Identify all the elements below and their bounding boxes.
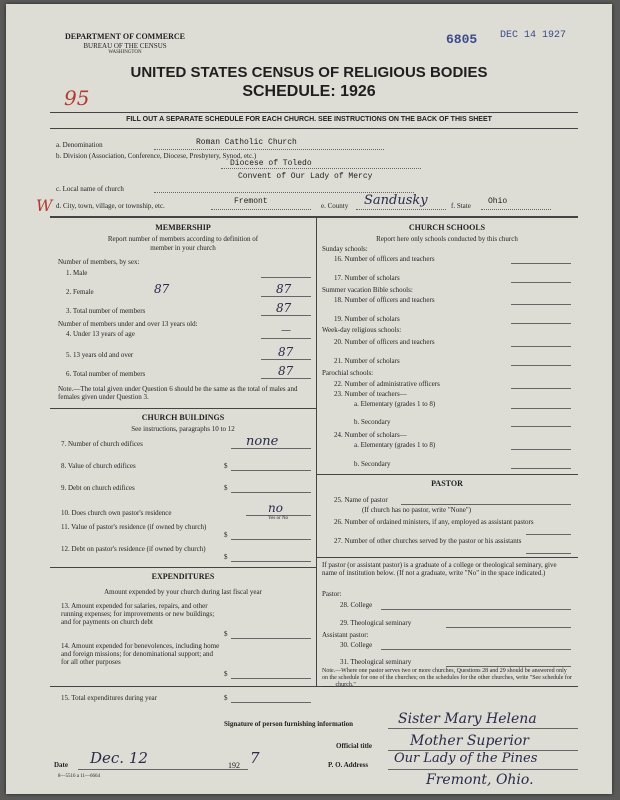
answer-blank: [261, 315, 311, 316]
q8-label: 8. Value of church edifices: [61, 462, 136, 470]
label-state: f. State: [451, 202, 471, 210]
dollar-sign: $: [224, 484, 228, 492]
q7-label: 7. Number of church edifices: [61, 440, 143, 448]
q5-label: 5. 13 years old and over: [66, 351, 134, 359]
q9-label: 9. Debt on church edifices: [61, 484, 135, 492]
answer-blank: [231, 539, 311, 540]
q24a-label: a. Elementary (grades 1 to 8): [354, 441, 436, 449]
label-city: d. City, town, village, or township, etc.: [56, 202, 165, 210]
answer-blank: [231, 470, 311, 471]
po-address-label: P. O. Address: [328, 761, 369, 769]
divider: [50, 216, 578, 218]
official-title-value: Mother Superior: [410, 733, 529, 749]
divider: [50, 112, 578, 113]
divider: [316, 557, 578, 558]
q27-label: 27. Number of other churches served by the pastor or his assistants: [334, 537, 522, 545]
answer-blank: [401, 504, 571, 505]
answer-blank: [446, 627, 571, 628]
pastor-footnote: Note.—Where one pastor serves two or more churches, Questions 28 and 29 should be answered only on the schedule for one of the churches; on the schedules for the other churches, write "See schedule for ____ church.": [322, 668, 572, 688]
q29-label: 29. Theological seminary: [340, 619, 412, 627]
answer-blank: [231, 561, 311, 562]
date-label: Date: [54, 761, 68, 769]
value-division: Diocese of Toledo: [230, 159, 312, 168]
q26-label: 26. Number of ordained ministers, if any, employed as assistant pastors: [334, 518, 534, 526]
q23-label: 23. Number of teachers—: [334, 390, 407, 398]
answer-blank: [381, 609, 571, 610]
answer-blank: [511, 304, 571, 305]
q4-label: 4. Under 13 years of age: [66, 330, 135, 338]
dollar-sign: $: [224, 630, 228, 638]
membership-by-age: Number of members under and over 13 years old:: [58, 320, 198, 328]
year-prefix: 192: [228, 761, 240, 770]
form-number: 8—5516 a 11—6664: [58, 774, 101, 779]
label-county: e. County: [321, 202, 349, 210]
q4-value: —: [281, 325, 291, 336]
answer-blank: [511, 426, 571, 427]
po-address-line-1: Our Lady of the Pines: [394, 751, 538, 766]
value-city: Fremont: [234, 197, 268, 206]
answer-blank: [511, 365, 571, 366]
q11-label: 11. Value of pastor's residence (if owned by church): [61, 523, 207, 531]
schools-heading: CHURCH SCHOOLS: [408, 223, 486, 232]
dotted-blank: [356, 209, 446, 210]
membership-note: Note.—The total given under Question 6 should be the same as the total of males and females given under Question 3.: [58, 385, 298, 401]
answer-blank: [231, 702, 311, 703]
q25-label: 25. Name of pastor: [334, 496, 388, 504]
form-title: UNITED STATES CENSUS OF RELIGIOUS BODIES: [130, 64, 488, 81]
answer-blank: [261, 277, 311, 278]
buildings-instructions: See instructions, paragraphs 10 to 12: [131, 425, 235, 433]
q18-label: 18. Number of officers and teachers: [334, 296, 435, 304]
official-title-label: Official title: [336, 742, 372, 750]
membership-intro-2: member in your church: [150, 244, 216, 252]
answer-blank: [511, 449, 571, 450]
q2-margin-value: 87: [154, 282, 170, 296]
q7-value: none: [246, 434, 279, 449]
q10-value: no: [268, 501, 283, 515]
expenditures-heading: EXPENDITURES: [151, 572, 215, 581]
divider: [50, 408, 316, 409]
q20-label: 20. Number of officers and teachers: [334, 338, 435, 346]
answer-blank: [511, 388, 571, 389]
q2-label: 2. Female: [66, 288, 94, 296]
red-annotation-w: W: [36, 196, 53, 215]
value-denomination: Roman Catholic Church: [196, 138, 297, 147]
q6-label: 6. Total number of members: [66, 370, 146, 378]
dotted-blank: [221, 168, 421, 169]
q23b-label: b. Secondary: [354, 418, 391, 426]
q17-label: 17. Number of scholars: [334, 274, 400, 282]
pastor-graduate-note: If pastor (or assistant pastor) is a graduate of a college or theological seminary, give name of institution below. (If not a graduate, write "No" in the space indicated.): [322, 561, 557, 577]
q23a-label: a. Elementary (grades 1 to 8): [354, 400, 436, 408]
year-suffix: 7: [250, 749, 260, 767]
label-local-name: c. Local name of church: [56, 185, 124, 193]
po-address-line-2: Fremont, Ohio.: [426, 772, 534, 788]
instructions-line: FILL OUT A SEPARATE SCHEDULE FOR EACH CHURCH. SEE INSTRUCTIONS ON THE BACK OF THIS SHEET: [126, 116, 492, 123]
answer-blank: [511, 346, 571, 347]
q5-value: 87: [278, 345, 294, 359]
answer-blank: [388, 769, 578, 770]
answer-blank: [526, 553, 571, 554]
q12-label: 12. Debt on pastor's residence (if owned by church): [61, 545, 206, 553]
dotted-blank: [211, 209, 311, 210]
value-state: Ohio: [488, 197, 508, 206]
answer-blank: [511, 468, 571, 469]
q16-label: 16. Number of officers and teachers: [334, 255, 435, 263]
column-divider: [316, 216, 317, 686]
expenditures-intro: Amount expended by your church during last fiscal year: [104, 588, 262, 596]
dollar-sign: $: [224, 694, 228, 702]
q22-label: 22. Number of administrative officers: [334, 380, 440, 388]
q24b-label: b. Secondary: [354, 460, 391, 468]
membership-heading: MEMBERSHIP: [155, 223, 211, 232]
parochial-schools-label: Parochial schools:: [322, 369, 374, 377]
date-stamp: DEC 14 1927: [500, 30, 567, 41]
bureau-location: WASHINGTON: [108, 50, 142, 55]
answer-blank: [231, 638, 311, 639]
answer-blank: [446, 666, 571, 667]
pastor-label: Pastor:: [322, 590, 342, 598]
q3-value: 87: [276, 301, 292, 315]
answer-blank: [511, 282, 571, 283]
q21-label: 21. Number of scholars: [334, 357, 400, 365]
signature-label: Signature of person furnishing information: [224, 720, 353, 728]
schools-intro: Report here only schools conducted by this church: [376, 235, 518, 243]
q31-label: 31. Theological seminary: [340, 658, 412, 666]
assistant-pastor-label: Assistant pastor:: [322, 631, 369, 639]
signature-value: Sister Mary Helena: [398, 711, 537, 727]
dotted-blank: [481, 209, 551, 210]
answer-blank: [511, 263, 571, 264]
answer-blank: [381, 649, 571, 650]
pastor-heading: PASTOR: [431, 479, 463, 488]
q14-label: 14. Amount expended for benevolences, including home and foreign missions; for denominational support; and for all other purposes: [61, 642, 220, 666]
q1-label: 1. Male: [66, 269, 88, 277]
answer-blank: [78, 769, 248, 770]
q19-label: 19. Number of scholars: [334, 315, 400, 323]
yes-or-no-hint: Yes or No: [268, 516, 289, 521]
label-division: b. Division (Association, Conference, Diocese, Presbytery, Synod, etc.): [56, 152, 257, 160]
date-value: Dec. 12: [90, 749, 148, 767]
answer-blank: [388, 728, 578, 729]
answer-blank: [511, 408, 571, 409]
answer-blank: [261, 296, 311, 297]
divider: [50, 128, 578, 129]
answer-blank: [231, 492, 311, 493]
value-county: Sandusky: [364, 193, 428, 208]
weekday-schools-label: Week-day religious schools:: [322, 326, 402, 334]
q2-value: 87: [276, 282, 292, 296]
answer-blank: [231, 678, 311, 679]
q28-label: 28. College: [340, 601, 373, 609]
schedule-title: SCHEDULE: 1926: [242, 83, 376, 100]
membership-by-sex: Number of members, by sex:: [58, 258, 140, 266]
buildings-heading: CHURCH BUILDINGS: [141, 413, 225, 422]
label-denomination: a. Denomination: [56, 141, 103, 149]
red-annotation-95: 95: [64, 86, 90, 110]
membership-intro-1: Report number of members according to definition of: [107, 235, 259, 243]
dollar-sign: $: [224, 670, 228, 678]
dollar-sign: $: [224, 462, 228, 470]
dollar-sign: $: [224, 531, 228, 539]
answer-blank: [261, 359, 311, 360]
q24-label: 24. Number of scholars—: [334, 431, 407, 439]
serial-number: 6805: [446, 32, 478, 47]
divider: [316, 474, 578, 475]
sunday-schools-label: Sunday schools:: [322, 245, 368, 253]
answer-blank: [511, 323, 571, 324]
value-local-name: Convent of Our Lady of Mercy: [238, 172, 373, 181]
q15-label: 15. Total expenditures during year: [61, 694, 157, 702]
vacation-schools-label: Summer vacation Bible schools:: [322, 286, 413, 294]
q6-value: 87: [278, 364, 294, 378]
divider: [50, 567, 316, 568]
dollar-sign: $: [224, 553, 228, 561]
q13-label: 13. Amount expended for salaries, repairs, and other running expenses; for improvements or new buildings; and for payments on church debt: [61, 602, 215, 626]
q3-label: 3. Total number of members: [66, 307, 146, 315]
q30-label: 30. College: [340, 641, 373, 649]
dotted-blank: [154, 149, 384, 150]
census-form: [6, 4, 612, 794]
answer-blank: [526, 534, 571, 535]
bureau-name: BUREAU OF THE CENSUS: [83, 42, 167, 50]
answer-blank: [261, 338, 311, 339]
q25-hint: (If church has no pastor, write "None"): [362, 506, 472, 514]
department-name: DEPARTMENT OF COMMERCE: [64, 32, 185, 41]
answer-blank: [261, 378, 311, 379]
q10-label: 10. Does church own pastor's residence: [61, 509, 172, 517]
